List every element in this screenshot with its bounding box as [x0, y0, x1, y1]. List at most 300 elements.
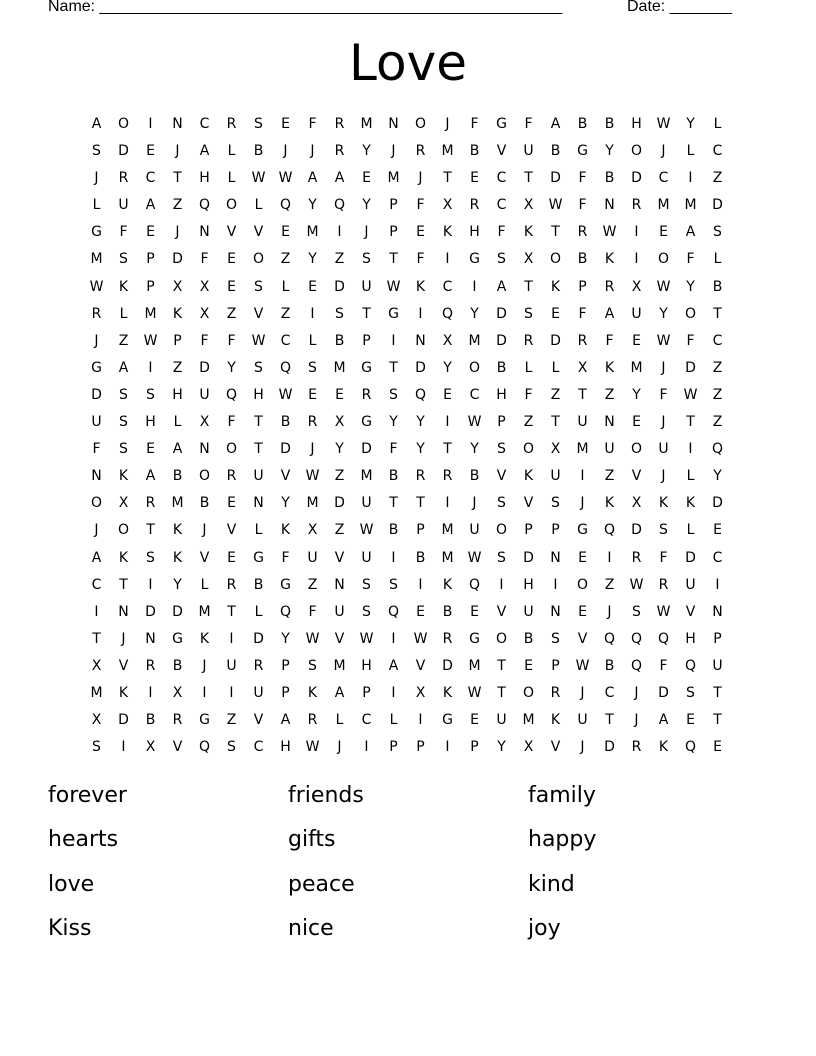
grid-cell[interactable]: K: [307, 684, 318, 701]
grid-cell[interactable]: P: [578, 278, 587, 295]
grid-cell[interactable]: M: [144, 305, 157, 322]
grid-cell[interactable]: B: [199, 495, 210, 512]
grid-cell[interactable]: X: [334, 414, 345, 431]
grid-cell[interactable]: H: [145, 414, 156, 431]
grid-cell[interactable]: I: [688, 441, 693, 458]
grid-cell[interactable]: I: [148, 684, 153, 701]
grid-cell[interactable]: X: [523, 251, 534, 268]
grid-cell[interactable]: O: [495, 522, 508, 539]
grid-cell[interactable]: B: [550, 143, 561, 160]
grid-cell[interactable]: R: [658, 576, 669, 593]
grid-cell[interactable]: D: [631, 522, 642, 539]
grid-cell[interactable]: G: [361, 414, 372, 431]
grid-cell[interactable]: Y: [335, 441, 344, 458]
grid-cell[interactable]: Y: [713, 468, 722, 485]
grid-cell[interactable]: V: [253, 305, 264, 322]
grid-cell[interactable]: X: [442, 197, 453, 214]
grid-cell[interactable]: G: [280, 576, 291, 593]
grid-cell[interactable]: Z: [523, 414, 534, 431]
grid-cell[interactable]: X: [307, 522, 318, 539]
grid-cell[interactable]: S: [659, 522, 668, 539]
grid-cell[interactable]: L: [200, 576, 209, 593]
grid-cell[interactable]: P: [389, 197, 398, 214]
grid-cell[interactable]: I: [391, 630, 396, 647]
grid-cell[interactable]: E: [227, 251, 236, 268]
grid-cell[interactable]: K: [550, 278, 561, 295]
grid-cell[interactable]: M: [90, 251, 103, 268]
grid-cell[interactable]: X: [199, 278, 210, 295]
grid-cell[interactable]: K: [442, 576, 453, 593]
grid-cell[interactable]: S: [335, 305, 344, 322]
grid-cell[interactable]: M: [306, 224, 319, 241]
grid-cell[interactable]: D: [496, 305, 507, 322]
grid-cell[interactable]: L: [227, 170, 236, 187]
grid-cell[interactable]: Q: [333, 197, 346, 214]
grid-cell[interactable]: H: [199, 170, 210, 187]
grid-cell[interactable]: B: [172, 657, 183, 674]
grid-cell[interactable]: N: [550, 549, 561, 566]
grid-cell[interactable]: L: [335, 712, 344, 729]
grid-cell[interactable]: Q: [414, 386, 427, 403]
grid-cell[interactable]: F: [686, 332, 695, 349]
grid-cell[interactable]: V: [118, 657, 129, 674]
grid-cell[interactable]: M: [468, 657, 481, 674]
grid-cell[interactable]: Z: [226, 712, 237, 729]
grid-cell[interactable]: R: [415, 143, 426, 160]
grid-cell[interactable]: I: [418, 305, 423, 322]
grid-cell[interactable]: Y: [605, 143, 614, 160]
grid-cell[interactable]: H: [361, 657, 372, 674]
grid-cell[interactable]: V: [550, 739, 561, 756]
grid-cell[interactable]: J: [310, 143, 315, 160]
grid-cell[interactable]: E: [713, 522, 722, 539]
grid-cell[interactable]: F: [119, 224, 128, 241]
grid-cell[interactable]: H: [685, 630, 696, 647]
grid-cell[interactable]: R: [307, 414, 318, 431]
grid-cell[interactable]: A: [145, 197, 156, 214]
grid-cell[interactable]: A: [172, 441, 183, 458]
grid-cell[interactable]: D: [685, 359, 696, 376]
grid-cell[interactable]: T: [254, 414, 263, 431]
grid-cell[interactable]: G: [577, 522, 588, 539]
grid-cell[interactable]: N: [550, 603, 561, 620]
grid-cell[interactable]: W: [656, 332, 671, 349]
grid-cell[interactable]: C: [712, 549, 723, 566]
grid-cell[interactable]: B: [577, 116, 588, 132]
grid-cell[interactable]: K: [172, 305, 183, 322]
grid-cell[interactable]: S: [254, 359, 263, 376]
grid-cell[interactable]: K: [442, 224, 453, 241]
grid-cell[interactable]: P: [146, 278, 155, 295]
grid-cell[interactable]: S: [497, 251, 506, 268]
grid-cell[interactable]: E: [632, 414, 641, 431]
grid-cell[interactable]: Y: [659, 305, 668, 322]
grid-cell[interactable]: S: [146, 386, 155, 403]
grid-cell[interactable]: O: [630, 143, 643, 160]
grid-cell[interactable]: W: [629, 576, 644, 593]
grid-cell[interactable]: R: [145, 495, 156, 512]
grid-cell[interactable]: P: [362, 684, 371, 701]
grid-cell[interactable]: Q: [684, 739, 697, 756]
grid-cell[interactable]: S: [119, 386, 128, 403]
grid-cell[interactable]: U: [577, 712, 588, 729]
grid-cell[interactable]: Z: [280, 305, 291, 322]
grid-cell[interactable]: Q: [225, 386, 238, 403]
grid-cell[interactable]: V: [334, 630, 345, 647]
grid-cell[interactable]: E: [578, 549, 587, 566]
grid-cell[interactable]: D: [280, 441, 291, 458]
grid-cell[interactable]: F: [659, 386, 668, 403]
grid-cell[interactable]: M: [171, 495, 184, 512]
grid-cell[interactable]: Y: [281, 630, 290, 647]
grid-cell[interactable]: K: [523, 468, 534, 485]
grid-cell[interactable]: C: [199, 116, 210, 132]
grid-cell[interactable]: I: [580, 468, 585, 485]
grid-cell[interactable]: J: [94, 170, 99, 187]
grid-cell[interactable]: I: [445, 495, 450, 512]
grid-cell[interactable]: V: [496, 603, 507, 620]
grid-cell[interactable]: J: [337, 739, 342, 756]
grid-cell[interactable]: J: [607, 603, 612, 620]
grid-cell[interactable]: H: [253, 386, 264, 403]
grid-cell[interactable]: S: [227, 739, 236, 756]
grid-cell[interactable]: W: [305, 468, 320, 485]
grid-cell[interactable]: T: [497, 684, 506, 701]
grid-cell[interactable]: Q: [279, 603, 292, 620]
grid-cell[interactable]: A: [280, 712, 291, 729]
grid-cell[interactable]: T: [416, 495, 425, 512]
grid-cell[interactable]: X: [118, 495, 129, 512]
grid-cell[interactable]: I: [445, 739, 450, 756]
grid-cell[interactable]: J: [634, 684, 639, 701]
grid-cell[interactable]: W: [467, 549, 482, 566]
grid-cell[interactable]: I: [391, 332, 396, 349]
grid-cell[interactable]: F: [200, 251, 209, 268]
grid-cell[interactable]: O: [225, 197, 238, 214]
grid-cell[interactable]: X: [199, 305, 210, 322]
grid-cell[interactable]: Q: [684, 657, 697, 674]
grid-cell[interactable]: C: [253, 739, 264, 756]
grid-cell[interactable]: S: [551, 630, 560, 647]
grid-cell[interactable]: J: [418, 170, 423, 187]
grid-cell[interactable]: M: [522, 712, 535, 729]
grid-cell[interactable]: S: [308, 657, 317, 674]
grid-cell[interactable]: A: [91, 549, 102, 566]
grid-cell[interactable]: N: [415, 332, 426, 349]
grid-cell[interactable]: A: [685, 224, 696, 241]
grid-cell[interactable]: I: [337, 224, 342, 241]
grid-cell[interactable]: I: [391, 549, 396, 566]
grid-cell[interactable]: Z: [604, 468, 615, 485]
grid-cell[interactable]: T: [389, 359, 398, 376]
grid-cell[interactable]: U: [118, 197, 129, 214]
grid-cell[interactable]: J: [94, 332, 99, 349]
grid-cell[interactable]: M: [90, 684, 103, 701]
grid-cell[interactable]: A: [496, 278, 507, 295]
grid-cell[interactable]: D: [712, 495, 723, 512]
grid-cell[interactable]: W: [575, 657, 590, 674]
grid-cell[interactable]: P: [146, 251, 155, 268]
grid-cell[interactable]: P: [551, 522, 560, 539]
grid-cell[interactable]: P: [497, 414, 506, 431]
grid-cell[interactable]: K: [685, 495, 696, 512]
grid-cell[interactable]: M: [387, 170, 400, 187]
grid-cell[interactable]: T: [524, 278, 533, 295]
grid-cell[interactable]: E: [686, 712, 695, 729]
grid-cell[interactable]: B: [280, 414, 291, 431]
grid-cell[interactable]: I: [148, 359, 153, 376]
grid-cell[interactable]: I: [148, 116, 153, 132]
grid-cell[interactable]: L: [713, 251, 722, 268]
grid-cell[interactable]: O: [252, 251, 265, 268]
grid-cell[interactable]: J: [580, 495, 585, 512]
grid-cell[interactable]: Q: [198, 197, 211, 214]
grid-cell[interactable]: G: [91, 359, 102, 376]
grid-cell[interactable]: T: [713, 305, 722, 322]
grid-cell[interactable]: D: [415, 359, 426, 376]
grid-cell[interactable]: D: [550, 332, 561, 349]
grid-cell[interactable]: U: [361, 495, 372, 512]
grid-cell[interactable]: U: [631, 305, 642, 322]
grid-cell[interactable]: I: [634, 224, 639, 241]
grid-cell[interactable]: M: [576, 441, 589, 458]
grid-cell[interactable]: K: [442, 684, 453, 701]
grid-cell[interactable]: I: [715, 576, 720, 593]
grid-cell[interactable]: U: [685, 576, 696, 593]
grid-cell[interactable]: F: [497, 224, 506, 241]
grid-cell[interactable]: Z: [280, 251, 291, 268]
grid-cell[interactable]: T: [443, 170, 452, 187]
grid-cell[interactable]: H: [523, 576, 534, 593]
grid-cell[interactable]: L: [227, 143, 236, 160]
grid-cell[interactable]: P: [281, 684, 290, 701]
grid-cell[interactable]: D: [145, 603, 156, 620]
grid-cell[interactable]: N: [388, 116, 399, 132]
grid-cell[interactable]: F: [659, 549, 668, 566]
grid-cell[interactable]: J: [283, 143, 288, 160]
grid-cell[interactable]: J: [94, 522, 99, 539]
grid-cell[interactable]: Q: [198, 739, 211, 756]
grid-cell[interactable]: H: [496, 386, 507, 403]
grid-cell[interactable]: C: [604, 684, 615, 701]
grid-cell[interactable]: B: [442, 603, 453, 620]
grid-cell[interactable]: C: [496, 170, 507, 187]
grid-cell[interactable]: B: [469, 143, 480, 160]
grid-cell[interactable]: R: [307, 712, 318, 729]
grid-cell[interactable]: J: [661, 143, 666, 160]
grid-cell[interactable]: F: [227, 414, 236, 431]
grid-cell[interactable]: F: [92, 441, 101, 458]
grid-cell[interactable]: Q: [657, 630, 670, 647]
grid-cell[interactable]: T: [92, 630, 101, 647]
grid-cell[interactable]: S: [497, 549, 506, 566]
grid-cell[interactable]: Y: [389, 414, 398, 431]
grid-cell[interactable]: J: [175, 143, 180, 160]
grid-cell[interactable]: V: [415, 657, 426, 674]
grid-cell[interactable]: V: [172, 739, 183, 756]
grid-cell[interactable]: F: [605, 332, 614, 349]
grid-cell[interactable]: A: [199, 143, 210, 160]
grid-cell[interactable]: E: [578, 603, 587, 620]
grid-cell[interactable]: B: [496, 359, 507, 376]
grid-cell[interactable]: K: [658, 739, 669, 756]
grid-cell[interactable]: D: [658, 684, 669, 701]
grid-cell[interactable]: U: [469, 522, 480, 539]
grid-cell[interactable]: R: [523, 332, 534, 349]
grid-cell[interactable]: M: [441, 522, 454, 539]
grid-cell[interactable]: V: [253, 712, 264, 729]
grid-cell[interactable]: K: [199, 630, 210, 647]
grid-cell[interactable]: T: [389, 495, 398, 512]
grid-cell[interactable]: S: [92, 739, 101, 756]
grid-cell[interactable]: B: [577, 251, 588, 268]
grid-cell[interactable]: B: [253, 143, 264, 160]
grid-cell[interactable]: E: [416, 603, 425, 620]
grid-cell[interactable]: B: [145, 712, 156, 729]
grid-cell[interactable]: R: [577, 332, 588, 349]
grid-cell[interactable]: S: [524, 305, 533, 322]
grid-cell[interactable]: Z: [334, 522, 345, 539]
grid-cell[interactable]: K: [172, 522, 183, 539]
grid-cell[interactable]: L: [524, 359, 533, 376]
grid-cell[interactable]: N: [712, 603, 723, 620]
grid-cell[interactable]: E: [227, 495, 236, 512]
grid-cell[interactable]: Z: [712, 386, 723, 403]
grid-cell[interactable]: K: [604, 251, 615, 268]
grid-cell[interactable]: L: [281, 278, 290, 295]
grid-cell[interactable]: Y: [416, 414, 425, 431]
grid-cell[interactable]: L: [713, 116, 722, 132]
grid-cell[interactable]: R: [172, 712, 183, 729]
grid-cell[interactable]: D: [118, 143, 129, 160]
grid-cell[interactable]: N: [334, 576, 345, 593]
grid-cell[interactable]: V: [334, 549, 345, 566]
grid-cell[interactable]: E: [551, 305, 560, 322]
grid-cell[interactable]: S: [119, 441, 128, 458]
grid-cell[interactable]: Y: [470, 305, 479, 322]
grid-cell[interactable]: F: [308, 116, 317, 132]
grid-cell[interactable]: Z: [172, 197, 183, 214]
grid-cell[interactable]: K: [172, 549, 183, 566]
grid-cell[interactable]: E: [146, 143, 155, 160]
grid-cell[interactable]: P: [416, 522, 425, 539]
grid-cell[interactable]: V: [226, 224, 237, 241]
grid-cell[interactable]: R: [334, 143, 345, 160]
grid-cell[interactable]: F: [200, 332, 209, 349]
grid-cell[interactable]: D: [118, 712, 129, 729]
grid-cell[interactable]: D: [172, 251, 183, 268]
grid-cell[interactable]: O: [657, 251, 670, 268]
grid-cell[interactable]: V: [631, 468, 642, 485]
grid-cell[interactable]: M: [684, 197, 697, 214]
grid-cell[interactable]: R: [226, 116, 237, 132]
grid-cell[interactable]: K: [658, 495, 669, 512]
grid-cell[interactable]: J: [202, 657, 207, 674]
grid-cell[interactable]: X: [91, 712, 102, 729]
grid-cell[interactable]: I: [121, 739, 126, 756]
grid-cell[interactable]: E: [146, 224, 155, 241]
grid-cell[interactable]: I: [499, 576, 504, 593]
grid-cell[interactable]: F: [659, 657, 668, 674]
grid-cell[interactable]: T: [578, 386, 587, 403]
grid-cell[interactable]: Y: [686, 116, 695, 132]
grid-cell[interactable]: T: [173, 170, 182, 187]
grid-cell[interactable]: G: [388, 305, 399, 322]
grid-cell[interactable]: C: [496, 197, 507, 214]
grid-cell[interactable]: M: [333, 657, 346, 674]
grid-cell[interactable]: J: [175, 224, 180, 241]
grid-cell[interactable]: P: [362, 332, 371, 349]
grid-cell[interactable]: D: [253, 630, 264, 647]
grid-cell[interactable]: Z: [307, 576, 318, 593]
grid-cell[interactable]: T: [551, 224, 560, 241]
grid-cell[interactable]: J: [580, 739, 585, 756]
grid-cell[interactable]: C: [469, 386, 480, 403]
grid-cell[interactable]: S: [713, 224, 722, 241]
grid-cell[interactable]: X: [91, 657, 102, 674]
grid-cell[interactable]: Z: [712, 170, 723, 187]
grid-cell[interactable]: W: [602, 224, 617, 241]
grid-cell[interactable]: E: [470, 712, 479, 729]
grid-cell[interactable]: A: [91, 116, 102, 132]
grid-cell[interactable]: T: [497, 657, 506, 674]
grid-cell[interactable]: L: [686, 522, 695, 539]
grid-cell[interactable]: Y: [443, 359, 452, 376]
grid-cell[interactable]: R: [334, 116, 345, 132]
grid-cell[interactable]: S: [362, 576, 371, 593]
grid-cell[interactable]: O: [468, 359, 481, 376]
grid-cell[interactable]: B: [604, 116, 615, 132]
grid-cell[interactable]: W: [359, 630, 374, 647]
grid-cell[interactable]: P: [416, 739, 425, 756]
grid-cell[interactable]: V: [253, 224, 264, 241]
grid-cell[interactable]: M: [360, 468, 373, 485]
grid-cell[interactable]: Y: [362, 197, 371, 214]
grid-cell[interactable]: T: [119, 576, 128, 593]
grid-cell[interactable]: E: [335, 386, 344, 403]
grid-cell[interactable]: E: [713, 739, 722, 756]
grid-cell[interactable]: F: [524, 116, 533, 132]
grid-cell[interactable]: Q: [441, 305, 454, 322]
grid-cell[interactable]: X: [145, 739, 156, 756]
grid-cell[interactable]: X: [172, 684, 183, 701]
grid-cell[interactable]: D: [712, 197, 723, 214]
grid-cell[interactable]: T: [443, 441, 452, 458]
grid-cell[interactable]: N: [199, 224, 210, 241]
grid-cell[interactable]: K: [604, 495, 615, 512]
grid-cell[interactable]: Q: [603, 522, 616, 539]
grid-cell[interactable]: G: [253, 549, 264, 566]
grid-cell[interactable]: K: [118, 549, 129, 566]
grid-cell[interactable]: X: [523, 739, 534, 756]
grid-cell[interactable]: T: [605, 712, 614, 729]
grid-cell[interactable]: O: [225, 441, 238, 458]
grid-cell[interactable]: Y: [308, 251, 317, 268]
grid-cell[interactable]: T: [146, 522, 155, 539]
grid-cell[interactable]: F: [686, 251, 695, 268]
grid-cell[interactable]: E: [524, 657, 533, 674]
grid-cell[interactable]: Y: [173, 576, 182, 593]
grid-cell[interactable]: D: [604, 739, 615, 756]
grid-cell[interactable]: W: [656, 116, 671, 132]
grid-cell[interactable]: N: [253, 495, 264, 512]
grid-cell[interactable]: R: [577, 224, 588, 241]
grid-cell[interactable]: E: [632, 332, 641, 349]
grid-cell[interactable]: S: [119, 251, 128, 268]
grid-cell[interactable]: W: [386, 278, 401, 295]
grid-cell[interactable]: Y: [281, 495, 290, 512]
grid-cell[interactable]: S: [686, 684, 695, 701]
